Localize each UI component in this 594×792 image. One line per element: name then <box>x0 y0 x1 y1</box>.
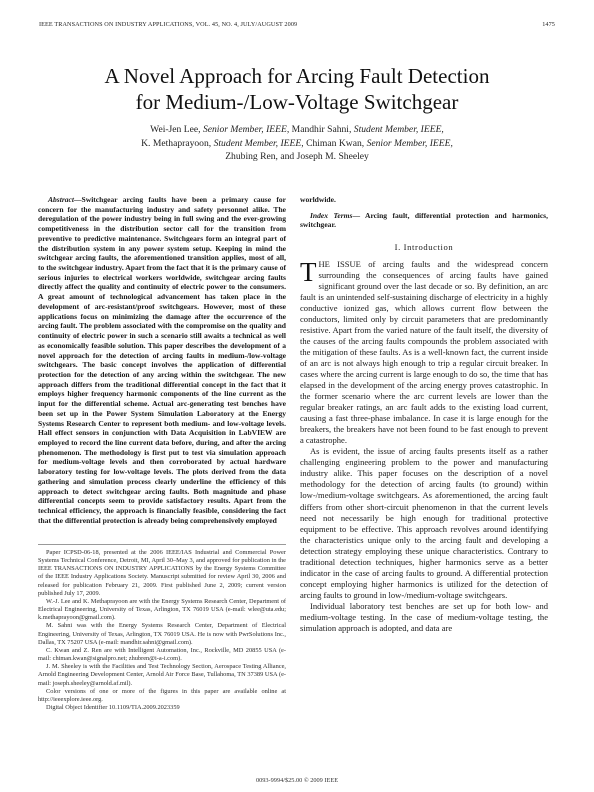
intro-paragraph-3: Individual laboratory test benches are set up for both low- and medium-voltage testing. In the case of medium-voltage testing, the simulation approach is adopted, and data are <box>300 600 548 633</box>
index-terms-label: Index Terms <box>310 210 353 220</box>
title-line-1: A Novel Approach for Arcing Fault Detection <box>104 64 490 88</box>
running-head <box>39 21 555 31</box>
page-number: 1475 <box>542 21 555 28</box>
author-line-1 <box>39 123 555 137</box>
right-column <box>300 195 548 634</box>
author-membership: Senior Member, IEEE, <box>202 124 290 135</box>
abstract-label: Abstract <box>48 195 74 204</box>
copyright-line: 0093-9994/$25.00 © 2009 IEEE <box>255 777 339 784</box>
intro-paragraph-1 <box>300 259 548 446</box>
drop-cap: T <box>300 257 317 288</box>
footnote-paragraph: W.-J. Lee and K. Methaprayoon are with the Energy Systems Research Center, Department of Electrical Engineering, University of Texas, Arlington, TX 76019 USA (e-mail: wlee@uta.edu; k.methaprayoon@gmail.com). <box>38 597 286 622</box>
introduction-body <box>300 259 548 634</box>
abstract-text: —Switchgear arcing faults have been a primary cause for concern for the manufacturing industry and safety personnel alike. The deregulation of the power industry being in full swing and the ever-growing competitiveness in the distribution sector call for the transition from preventive to predictive maintenance. Switchgears form an integral part of the distribution system in any power system setup. Keeping in mind the switchgear arcing faults, the aforementioned transition applies, most of all, to the switchgear industry. Apart from the fact that it is the primary cause of serious injuries to electrical workers worldwide, switchgear arcing faults directly affect the quality and continuity of electric power to the consumers. A great amount of technological advancement has taken place in the development of arc-resistant/proof switchgears. However, most of these applications focus on minimizing the damage after the occurrence of the arcing fault. The problem associated with the compromise on the quality and continuity of electric power in such a scenario still awaits a technical as well as economically feasible solution. This paper describes the development of a novel approach for the detection of arcing faults in medium-/low-voltage switchgears. The basic concept involves the application of differential protection for the detection of any arcing within the switchgear. The new approach differs from the traditional differential concept in the fact that it employs higher frequency harmonic components of the line current as the input for the differential scheme. Actual arc-generating test benches have been set up in the Power System Simulation Laboratory at the Energy Systems Research Center to represent both medium- and low-voltage levels. Hall effect sensors in conjunction with Data Acquisition in LabVIEW are employed to record the line current data before, during, and after the arcing phenomenon. The methodology is first put to test via simulation approach for medium-voltage levels and then corroborated by actual hardware laboratory testing for low-voltage levels. The plots derived from the data gathering and simulation process clearly underline the efficiency of this approach to detect switchgear arcing faults. Both magnitude and phase differential concepts seem to provide satisfactory results. Apart from the technical efficiency, the approach is financially feasible, considering the fact that the differential protection is already being comprehensively employed <box>38 195 286 525</box>
abstract-right <box>300 195 548 205</box>
footnote-paragraph: J. M. Sheeley is with the Facilities and Test Technology Section, Aerospace Testing Alliance, Arnold Engineering Development Center, Arnold Air Force Base, Tullahoma, TN 37389 USA (e-mail: joseph.sheeley@arnold.af.mil). <box>38 663 286 687</box>
author-line-2 <box>39 137 555 151</box>
author-name: Mandhir Sahni, <box>291 124 352 135</box>
author-line-3: Zhubing Ren, and Joseph M. Sheeley <box>225 151 369 162</box>
footnote-paragraph: C. Kwan and Z. Ren are with Intelligent Automation, Inc., Rockville, MD 20855 USA (e-mail: chiman.kwan@signalpro.net; zhubren@i-a-i.com). <box>38 646 286 663</box>
title-line-2: for Medium-/Low-Voltage Switchgear <box>135 90 459 114</box>
abstract-left <box>38 195 286 525</box>
footnote-paragraph: Color versions of one or more of the figures in this paper are available online at http://ieeexplore.ieee.org. <box>38 687 286 703</box>
author-name: Wei-Jen Lee, <box>150 124 201 135</box>
author-name: Chiman Kwan, <box>306 137 365 149</box>
index-terms-text: — Arcing fault, differential protection and harmonics, switchgear. <box>300 210 548 230</box>
footnotes <box>38 544 286 712</box>
intro-paragraph-2: As is evident, the issue of arcing faults presents itself as a rather challenging engineering problem to the power and manufacturing industry alike. This paper focuses on the description of a novel methodology for the detection of arcing faults (to ground) within low-/medium-voltage switchgears. As aforementioned, the arcing fault differs from other short-circuit phenomenon in that the current levels need not necessarily be high enough for traditional protective equipment to be effective. This approach revolves around identifying the characteristics unique only to the arcing fault and developing a detection strategy employing these unique characteristics. Contrary to traditional detection techniques, higher harmonics serve as a better indicator in the case of arcing faults to ground. A differential protection concept employing higher harmonics is utilized for the detection of arcing faults to ground in low-/medium-voltage switchgears. <box>300 446 548 600</box>
left-column <box>38 195 286 525</box>
author-membership: Student Member, IEEE, <box>213 137 304 149</box>
intro-lead-words: HE ISSUE <box>318 259 361 270</box>
author-name: K. Methaprayoon, <box>141 137 212 149</box>
author-membership: Student Member, IEEE, <box>353 124 444 135</box>
author-membership: Senior Member, IEEE, <box>366 137 453 149</box>
footnote-paragraph: Digital Object Identifier 10.1109/TIA.2009.2023359 <box>46 703 180 711</box>
intro-text: of arcing faults and the widespread concern surrounding the consequences of arcing faults have gained significant ground over the last decade or so. By definition, an arc fault is an unintended self-sustaining discharge of electricity in a highly conductive ionized gas, which allows current flow between the conductors, limited only by circuit parameters that are predominantly resistive. Apart from the varied nature of the fault itself, the diversity of the causes of the arcing faults compounds the problem associated with the mitigation of these faults. As is a well-known fact, the current inside of an arc is not always high enough to trip a regular circuit breaker. In cases where the arcing current is large enough to do so, the time that has elapsed in the development of the arcing energy proves catastrophic. In the former scenario where the arc current levels are lower than the regular breaker ratings, an arc fault adds to the existing load current, causing a fast three-phase imbalance. In case it is large enough for the breakers, the breakers have not been found to be fast enough to prevent a catastrophe. <box>300 259 549 446</box>
footnote-paragraph: M. Sahni was with the Energy Systems Research Center, Department of Electrical Engineering, University of Texas, Arlington, TX 76019 USA. He is now with PwrSolutions Inc., Dallas, TX 75207 USA (e-mail: mandhir.sahni@gmail.com). <box>38 622 286 646</box>
index-terms <box>300 211 548 230</box>
section-heading: I. Introduction <box>394 242 454 253</box>
abstract-text-continued: worldwide. <box>300 195 336 204</box>
footnote-paragraph: Paper ICPSD-06-18, presented at the 2006 IEEE/IAS Industrial and Commercial Power Systems Technical Conference, Detroit, MI, April 30–May 3, and approved for publication in the IEEE TRANSACTIONS ON INDUSTRY APPLICATIONS by the Energy Systems Committee of the IEEE Industry Applications Society. Manuscript submitted for review April 30, 2006 and released for publication February 21, 2009. First published June 2, 2009; current version published July 17, 2009. <box>38 549 286 597</box>
paper-title <box>39 63 555 115</box>
journal-header: IEEE TRANSACTIONS ON INDUSTRY APPLICATIONS, VOL. 45, NO. 4, JULY/AUGUST 2009 <box>39 21 298 28</box>
author-list <box>39 123 555 164</box>
